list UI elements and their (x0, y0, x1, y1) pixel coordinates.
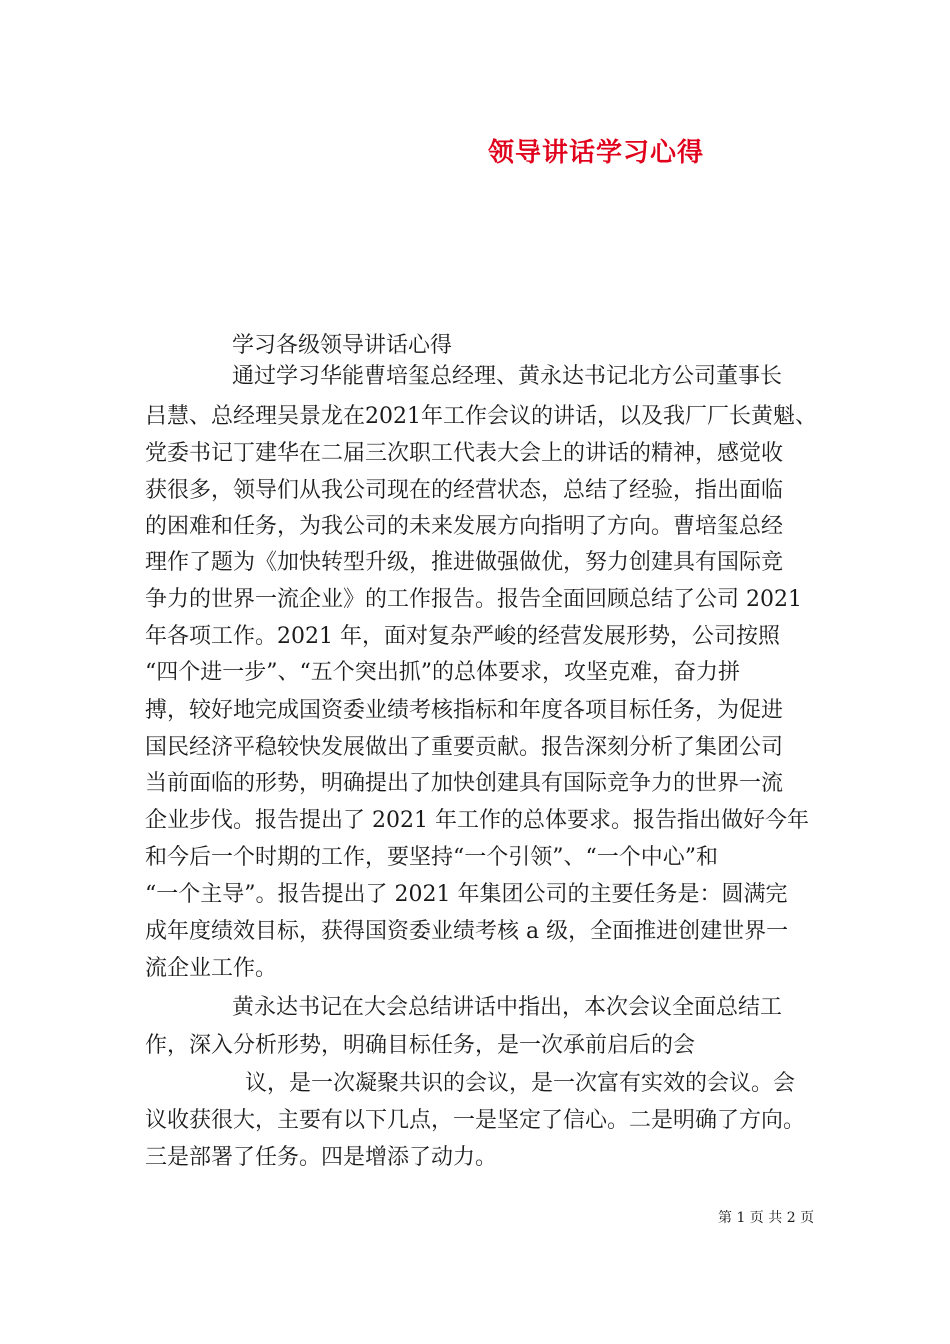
body-line: 理作了题为《加快转型升级，推进做强做优，努力创建具有国际竞 (145, 550, 784, 575)
body-line: 企业步伐。报告提出了 2021 年工作的总体要求。报告指出做好今年 (145, 808, 809, 833)
body-line: 和今后一个时期的工作，要坚持“一个引领”、“一个中心”和 (145, 845, 718, 870)
body-line: 争力的世界一流企业》的工作报告。报告全面回顾总结了公司 2021 (145, 587, 802, 612)
body-line: 党委书记丁建华在二届三次职工代表大会上的讲话的精神，感觉收 (145, 441, 784, 466)
body-line: 成年度绩效目标，获得国资委业绩考核 a 级，全面推进创建世界一 (145, 919, 789, 944)
document-title: 领导讲话学习心得 (488, 138, 705, 168)
body-line: 议，是一次凝聚共识的会议，是一次富有实效的会议。会 (245, 1071, 796, 1096)
page-footer: 第 1 页 共 2 页 (718, 1210, 815, 1226)
body-line: 国民经济平稳较快发展做出了重要贡献。报告深刻分析了集团公司 (145, 735, 784, 760)
body-line: 年各项工作。2021 年，面对复杂严峻的经营发展形势，公司按照 (145, 624, 780, 649)
body-line: 流企业工作。 (145, 956, 278, 981)
body-line: 吕慧、总经理吴景龙在2021年工作会议的讲话，以及我厂厂长黄魁、 (145, 404, 817, 429)
body-line: 作，深入分析形势，明确目标任务，是一次承前启后的会 (145, 1033, 696, 1058)
body-line: 黄永达书记在大会总结讲话中指出，本次会议全面总结工 (232, 995, 783, 1020)
document-subtitle: 学习各级领导讲话心得 (232, 333, 453, 358)
body-line: 获很多，领导们从我公司现在的经营状态，总结了经验，指出面临 (145, 478, 784, 503)
body-line: “四个进一步”、“五个突出抓”的总体要求，攻坚克难，奋力拼 (145, 660, 740, 685)
body-line: 三是部署了任务。四是增添了动力。 (145, 1145, 498, 1170)
body-line: 当前面临的形势，明确提出了加快创建具有国际竞争力的世界一流 (145, 771, 784, 796)
body-line: 的困难和任务，为我公司的未来发展方向指明了方向。曹培玺总经 (145, 514, 784, 539)
body-line: 搏，较好地完成国资委业绩考核指标和年度各项目标任务，为促进 (145, 698, 784, 723)
body-line: “一个主导”。报告提出了 2021 年集团公司的主要任务是：圆满完 (145, 882, 788, 907)
body-line: 通过学习华能曹培玺总经理、黄永达书记北方公司董事长 (232, 364, 783, 389)
body-line: 议收获很大，主要有以下几点，一是坚定了信心。二是明确了方向。 (145, 1108, 806, 1133)
